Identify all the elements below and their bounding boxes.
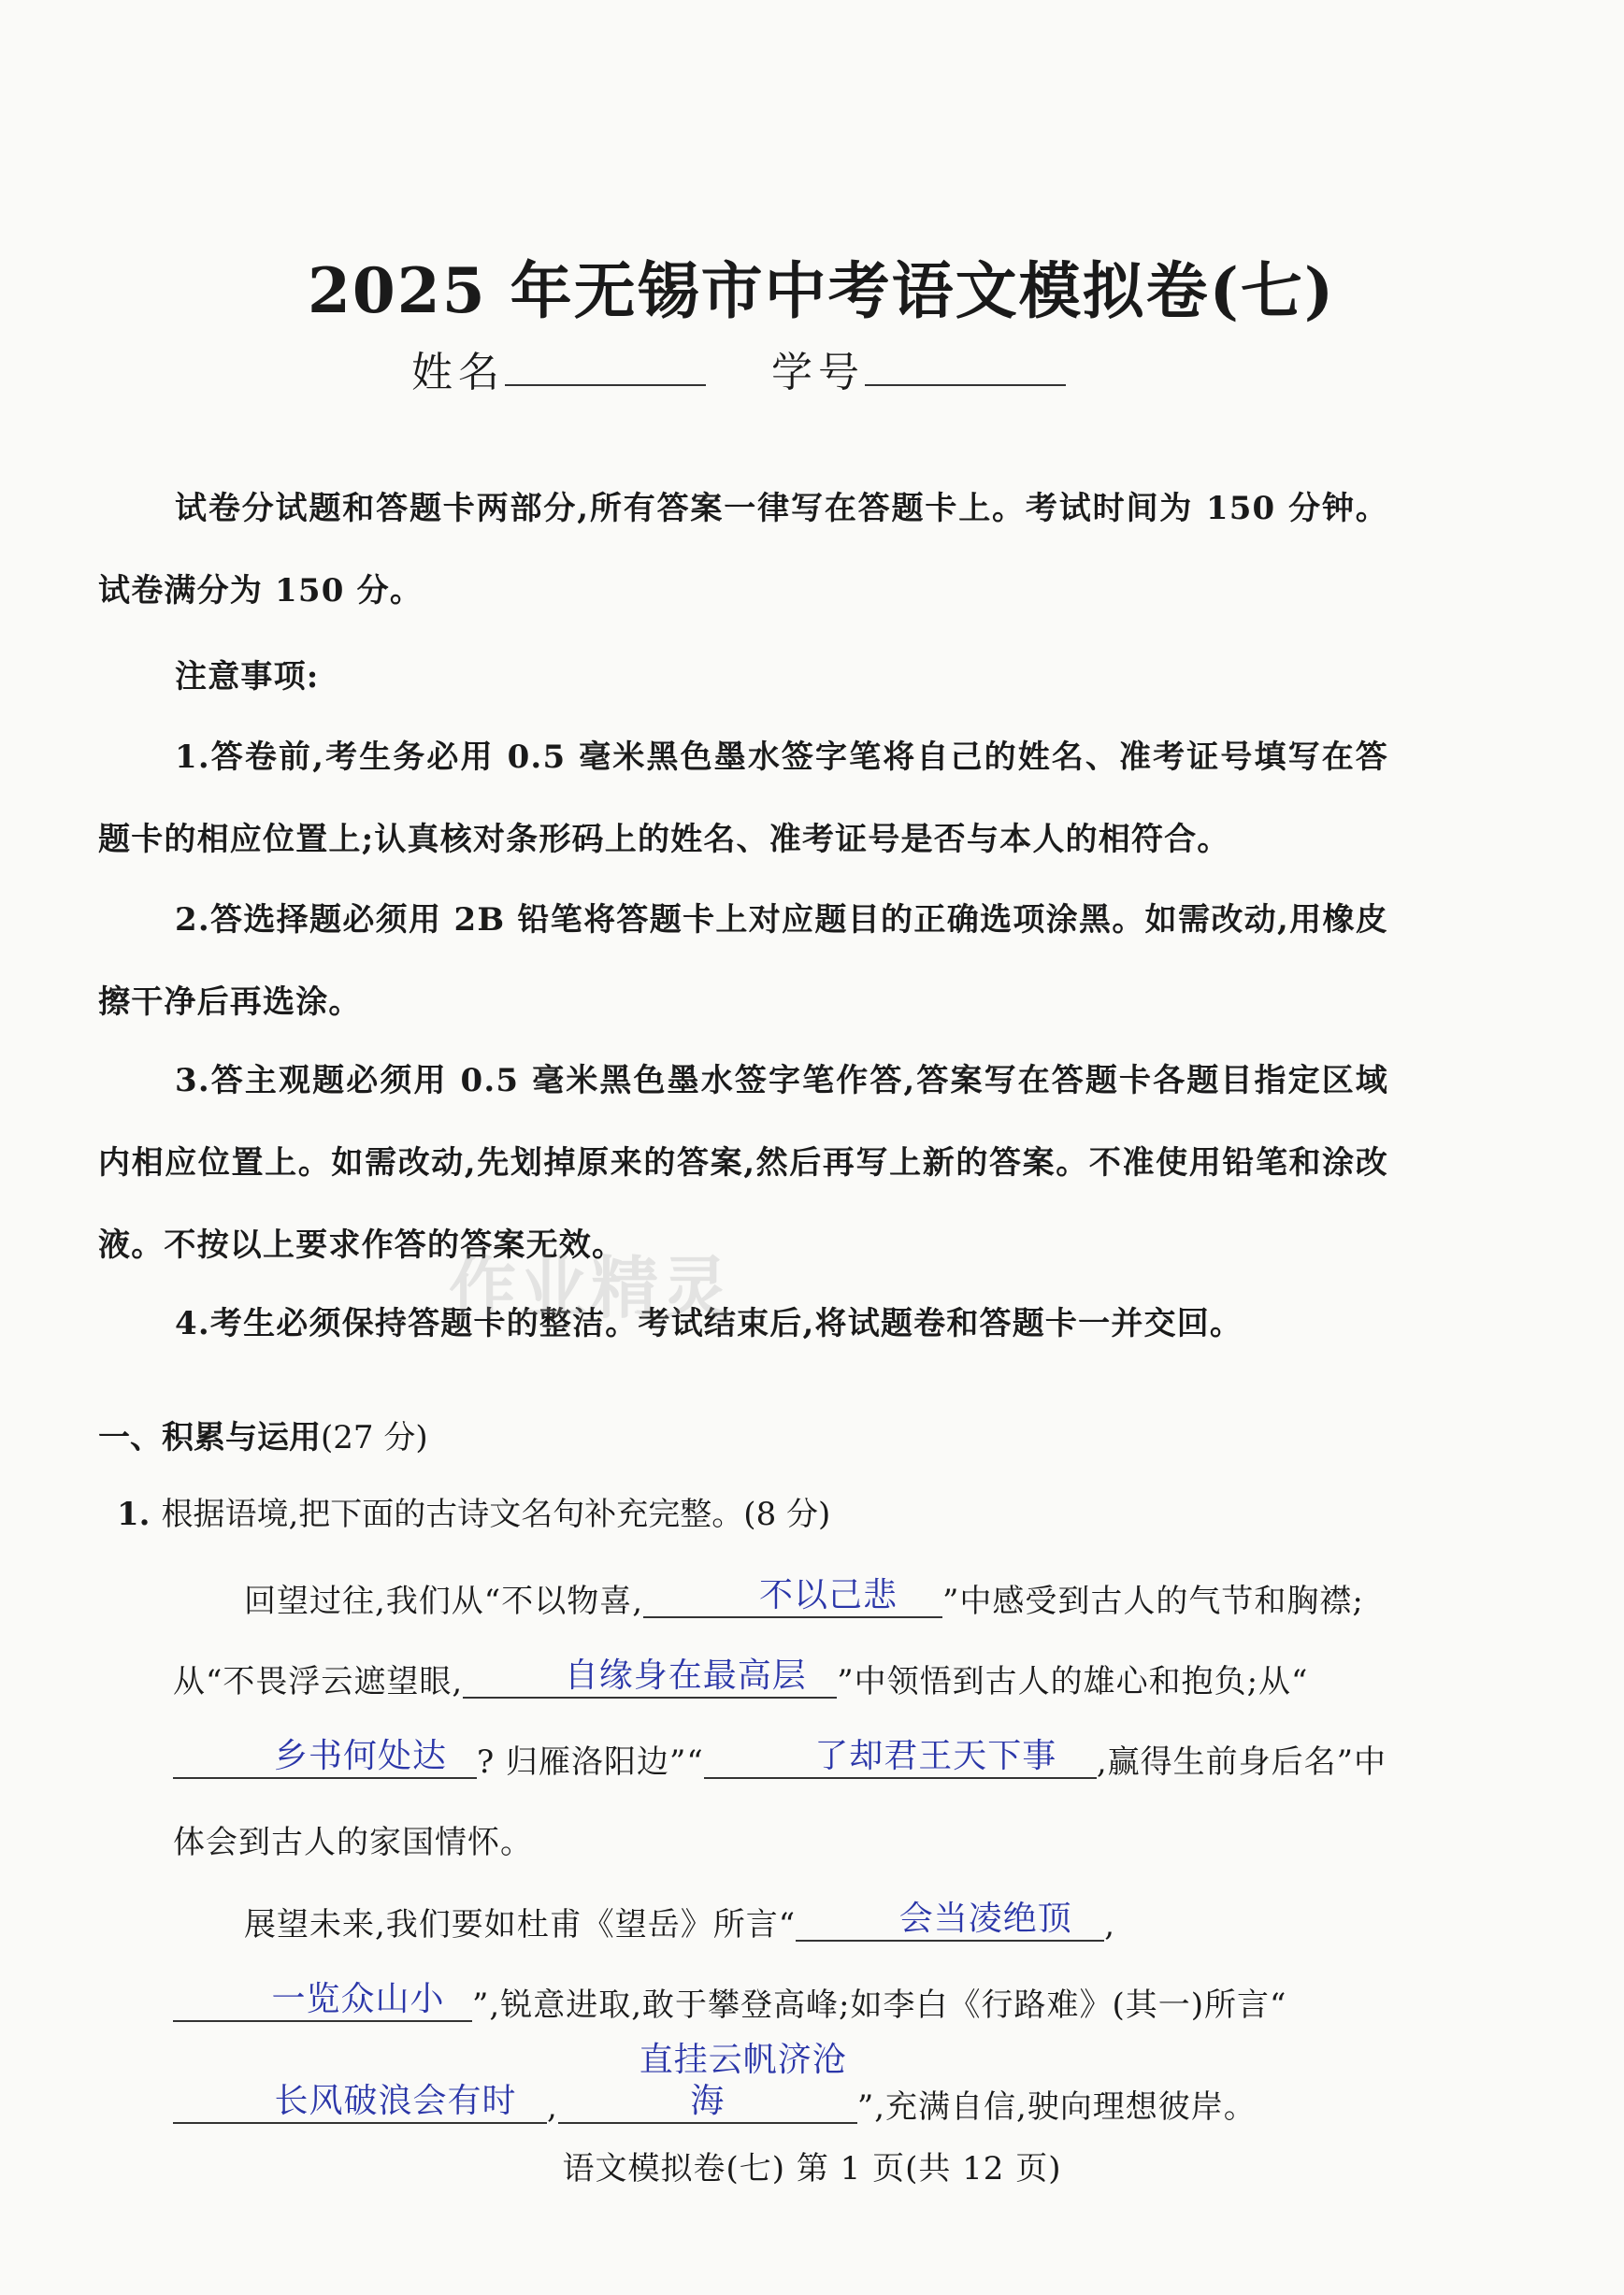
section-1-points: (27 分) <box>321 1419 428 1456</box>
name-id-row <box>411 338 1113 398</box>
notice-title: 注意事项: <box>175 658 320 696</box>
question-1-prompt <box>117 1488 830 1534</box>
notice-4: 4.考生必须保持答题卡的整洁。考试结束后,将试题卷和答题卡一并交回。 <box>175 1305 1243 1342</box>
p2-text-2: , <box>1104 1906 1116 1944</box>
name-label: 姓名 <box>411 349 505 396</box>
p1-text-1: 回望过往,我们从“不以物喜, <box>244 1583 643 1620</box>
p2-text-3: ”,锐意进取,敢于攀登高峰;如李白《行路难》(其一)所言“ <box>472 1987 1287 2024</box>
p1-text-3: ”中领悟到古人的雄心和抱负;从“ <box>837 1663 1309 1700</box>
answer-7[interactable]: 长风破浪会有时 <box>173 2081 547 2124</box>
answer-2[interactable]: 自缘身在最高层 <box>463 1656 837 1699</box>
notice-2: 2.答选择题必须用 2B 铅笔将答题卡上对应题目的正确选项涂黑。如需改动,用橡皮擦干净后再选涂。 <box>98 901 1388 1021</box>
intro-text: 试卷分试题和答题卡两部分,所有答案一律写在答题卡上。考试时间为 150 分钟。试卷满分为 150 分。 <box>98 490 1388 610</box>
p2-text-4: , <box>547 2088 558 2126</box>
notice-1: 1.答卷前,考生务必用 0.5 毫米黑色墨水签字笔将自己的姓名、准考证号填写在答题卡的相应位置上;认真核对条形码上的姓名、准考证号是否与本人的相符合。 <box>98 739 1388 858</box>
answer-3[interactable]: 乡书何处达 <box>173 1736 477 1779</box>
name-blank[interactable] <box>505 347 706 386</box>
fill-paragraph-2 <box>173 1885 1388 2147</box>
watermark: 作业精灵 <box>449 1249 734 1327</box>
question-1-number: 1. <box>117 1496 151 1533</box>
answer-5[interactable]: 会当凌绝顶 <box>796 1899 1104 1942</box>
id-label: 学号 <box>771 349 865 396</box>
p1-text-4: ? 归雁洛阳边”“ <box>477 1743 704 1781</box>
p2-text-1: 展望未来,我们要如杜甫《望岳》所言“ <box>244 1906 797 1944</box>
notice-3: 3.答主观题必须用 0.5 毫米黑色墨水签字笔作答,答案写在答题卡各题目指定区域内相应位置上。如需改动,先划掉原来的答案,然后再写上新的答案。不准使用铅笔和涂改液。不按以上要求作答的答案无效。 <box>98 1062 1388 1264</box>
p1-text-5: ,赢得生前身后名”中体会到古人的家国情怀。 <box>173 1743 1387 1861</box>
p2-text-5: ”,充满自信,驶向理想彼岸。 <box>856 2088 1257 2126</box>
fill-paragraph-1 <box>173 1561 1388 1883</box>
page-footer: 语文模拟卷(七) 第 1 页(共 12 页) <box>562 2150 1062 2187</box>
answer-8[interactable]: 直挂云帆济沧海 <box>558 2040 857 2124</box>
question-1-text: 根据语境,把下面的古诗文名句补充完整。(8 分) <box>161 1496 831 1533</box>
exam-title: 2025 年无锡市中考语文模拟卷(七) <box>307 254 1336 327</box>
p1-text-2: ”中感受到古人的气节和胸襟;从“不畏浮云遮望眼, <box>173 1583 1364 1700</box>
answer-1[interactable]: 不以己悲 <box>643 1575 942 1618</box>
section-1-name: 一、积累与运用 <box>98 1419 321 1456</box>
answer-4[interactable]: 了却君王天下事 <box>704 1736 1097 1779</box>
answer-6[interactable]: 一览众山小 <box>173 1979 472 2022</box>
id-blank[interactable] <box>865 347 1066 386</box>
section-1-title <box>98 1412 428 1457</box>
